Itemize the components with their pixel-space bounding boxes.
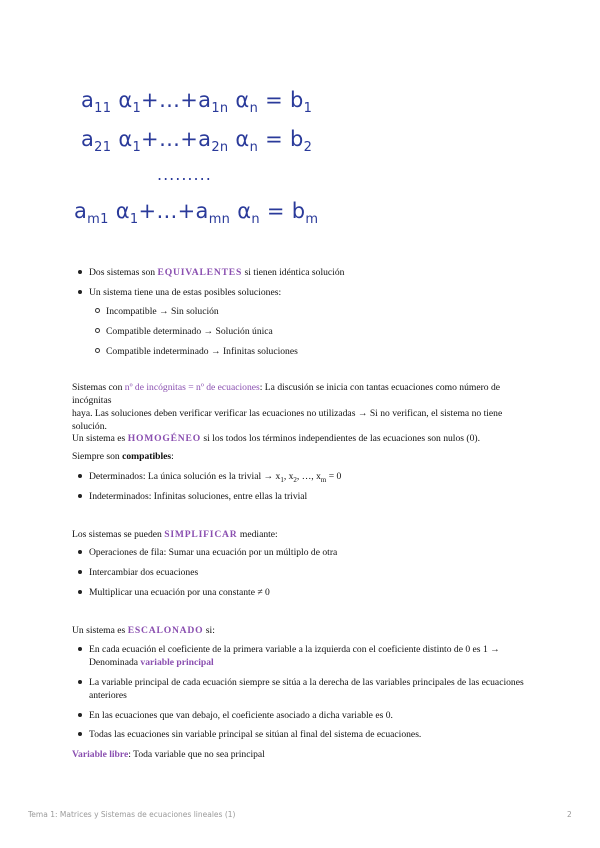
bullet-icon <box>78 290 82 294</box>
list-item: Multiplicar una ecuación por una constante ≠ 0 <box>89 586 529 599</box>
bullet-icon <box>78 647 82 651</box>
list-item: Indeterminados: Infinitas soluciones, entre ellas la trivial <box>89 490 529 503</box>
list-item: Dos sistemas son EQUIVALENTES si tienen idéntica solución <box>89 266 529 279</box>
paragraph-simplificar: Los sistemas se pueden SIMPLIFICAR mediante: <box>72 529 278 540</box>
footer-title: Tema 1: Matrices y Sistemas de ecuaciones lineales (1) <box>28 810 236 819</box>
equation-2: $a_{21}$ $\alpha_1+\dots+a_{2n}$ $\alpha_n = b_2$ <box>81 127 313 155</box>
sub-list-item: Compatible determinado → Solución única <box>106 325 506 338</box>
sub-list-item: Incompatible → Sin solución <box>106 305 506 318</box>
list-item: La variable principal de cada ecuación siempre se sitúa a la derecha de las variables principales de las ecuaciones anteriores <box>89 676 529 702</box>
circle-bullet-icon <box>95 308 100 313</box>
paragraph-incognitas: Sistemas con nº de incógnitas = nº de ecuaciones: La discusión se inicia con tantas ecuaciones como número de incógnitas haya. Las soluciones deben verificar verificar las ecuaciones no utilizadas → Si no verifican, el sistema no tiene solución. <box>72 382 503 432</box>
bullet-icon <box>78 494 82 498</box>
bullet-icon <box>78 732 82 736</box>
paragraph-homogeneo: Un sistema es HOMOGÉNEO si los todos los términos independientes de las ecuaciones son nulos (0). <box>72 433 480 444</box>
paragraph-escalonado: Un sistema es ESCALONADO si: <box>72 625 215 636</box>
list-item: Intercambiar dos ecuaciones <box>89 566 529 579</box>
list-item: Determinados: La única solución es la trivial → $x_1$, $x_2$, …, $x_m = 0$ <box>89 470 529 487</box>
bullet-icon <box>78 270 82 274</box>
list-item: Operaciones de fila: Sumar una ecuación por un múltiplo de otra <box>89 546 529 559</box>
paragraph-variable-libre: Variable libre: Toda variable que no sea principal <box>72 749 265 760</box>
bullet-icon <box>78 680 82 684</box>
bullet-icon <box>78 550 82 554</box>
paragraph-compatibles: Siempre son compatibles: <box>72 451 174 462</box>
circle-bullet-icon <box>95 348 100 353</box>
sub-list-item: Compatible indeterminado → Infinitas soluciones <box>106 345 506 358</box>
bullet-icon <box>78 590 82 594</box>
list-item: Un sistema tiene una de estas posibles soluciones: <box>89 286 529 299</box>
bullet-icon <box>78 713 82 717</box>
equation-1: $a_{11}$ $\alpha_1+\dots+a_{1n}$ $\alpha_n = b_1$ <box>81 88 313 116</box>
page-number: 2 <box>567 810 572 819</box>
list-item: Todas las ecuaciones sin variable principal se sitúan al final del sistema de ecuaciones. <box>89 728 529 741</box>
list-item: En cada ecuación el coeficiente de la primera variable a la izquierda con el coeficiente distinto de 0 es 1 → Denominada variable principal <box>89 643 529 669</box>
list-item: En las ecuaciones que van debajo, el coeficiente asociado a dicha variable es 0. <box>89 709 529 722</box>
bullet-icon <box>78 474 82 478</box>
circle-bullet-icon <box>95 328 100 333</box>
bullet-icon <box>78 570 82 574</box>
equation-ellipsis: ......... <box>157 165 212 184</box>
equation-m: $a_{m1}$ $\alpha_1+\dots+a_{mn}$ $\alpha_n = b_m$ <box>74 199 319 227</box>
